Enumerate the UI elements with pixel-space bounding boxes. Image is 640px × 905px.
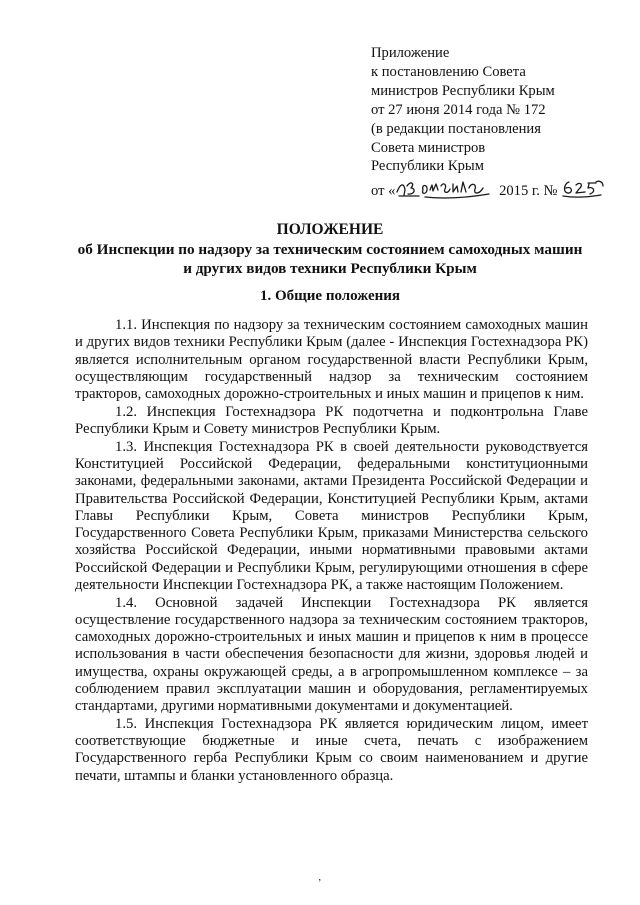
appendix-line: Республики Крым [371, 158, 484, 175]
paragraph-1-2: 1.2. Инспекция Гостехнадзора РК подотчетна и подконтрольна Главе Республики Крым и Совету министров Республики Крым. [75, 403, 588, 437]
paragraph-1-4: 1.4. Основной задачей Инспекции Гостехнадзора РК является осуществление государственного надзора за техническим состоянием тракторов, самоходных дорожно-строительных и иных машин и прицепов к ним в процессе использования в части обеспечения безопасности для жизни, здоровья людей и имущества, охраны окружающей среды, а в агропромышленном комплексе – за соблюдением правил эксплуатации машин и оборудования, регламентируемых стандартами, другими нормативными документами и документацией. [75, 594, 588, 714]
document-body [75, 317, 588, 785]
amendment-date-line [371, 176, 621, 201]
appendix-line: к постановлению Совета [371, 63, 526, 80]
handwritten-date-signature [395, 176, 495, 200]
document-subtitle-line2: и других видов техники Республики Крым [183, 260, 477, 277]
section-title: 1. Общие положения [259, 288, 401, 304]
document-subtitle-line1: об Инспекции по надзору за техническим состоянием самоходных машин [77, 241, 583, 258]
appendix-line: министров Республики Крым [371, 82, 555, 99]
document-title: ПОЛОЖЕНИЕ [276, 221, 384, 238]
page-mark: ’ [318, 878, 322, 889]
appendix-line: Совета министров [371, 139, 486, 156]
appendix-line: от 27 июня 2014 года № 172 [371, 101, 546, 118]
date-year: 2015 г. № [495, 183, 562, 200]
paragraph-1-5: 1.5. Инспекция Гостехнадзора РК является юридическим лицом, имеет соответствующие бюджетные и иные счета, печать с изображением Государственного герба Республики Крым со своим наименованием и другие печати, штампы и бланки установленного образца. [75, 715, 588, 784]
appendix-line: (в редакции постановления [371, 120, 541, 137]
appendix-block [371, 44, 621, 201]
document-heading [70, 220, 590, 278]
handwritten-number-signature [561, 176, 605, 200]
paragraph-1-1: 1.1. Инспекция по надзору за техническим состоянием самоходных машин и других видов техники Республики Крым (далее - Инспекция Гостехнадзора РК) является исполнительным органом государственной власти Республики Крым, осуществляющим государственный надзор за техническим состоянием тракторов, самоходных дорожно-строительных и иных машин и прицепов к ним. [75, 317, 588, 402]
appendix-line: Приложение [371, 45, 450, 61]
paragraph-1-3: 1.3. Инспекция Гостехнадзора РК в своей деятельности руководствуется Конституцией Российской Федерации, федеральными конституционными законами, федеральными законами, актами Президента Российской Федерации и Правительства Российской Федерации, Конституцией Республики Крым, актами Главы Республики Крым, Совета министров Республики Крым, Государственного Совета Республики Крым, приказами Министерства сельского хозяйства Российской Федерации, иными нормативными правовыми актами Российской Федерации и Республики Крым, регулирующими отношения в сфере деятельности Инспекции Гостехнадзора РК, а также настоящим Положением. [75, 438, 588, 593]
date-prefix: от « [371, 183, 396, 200]
